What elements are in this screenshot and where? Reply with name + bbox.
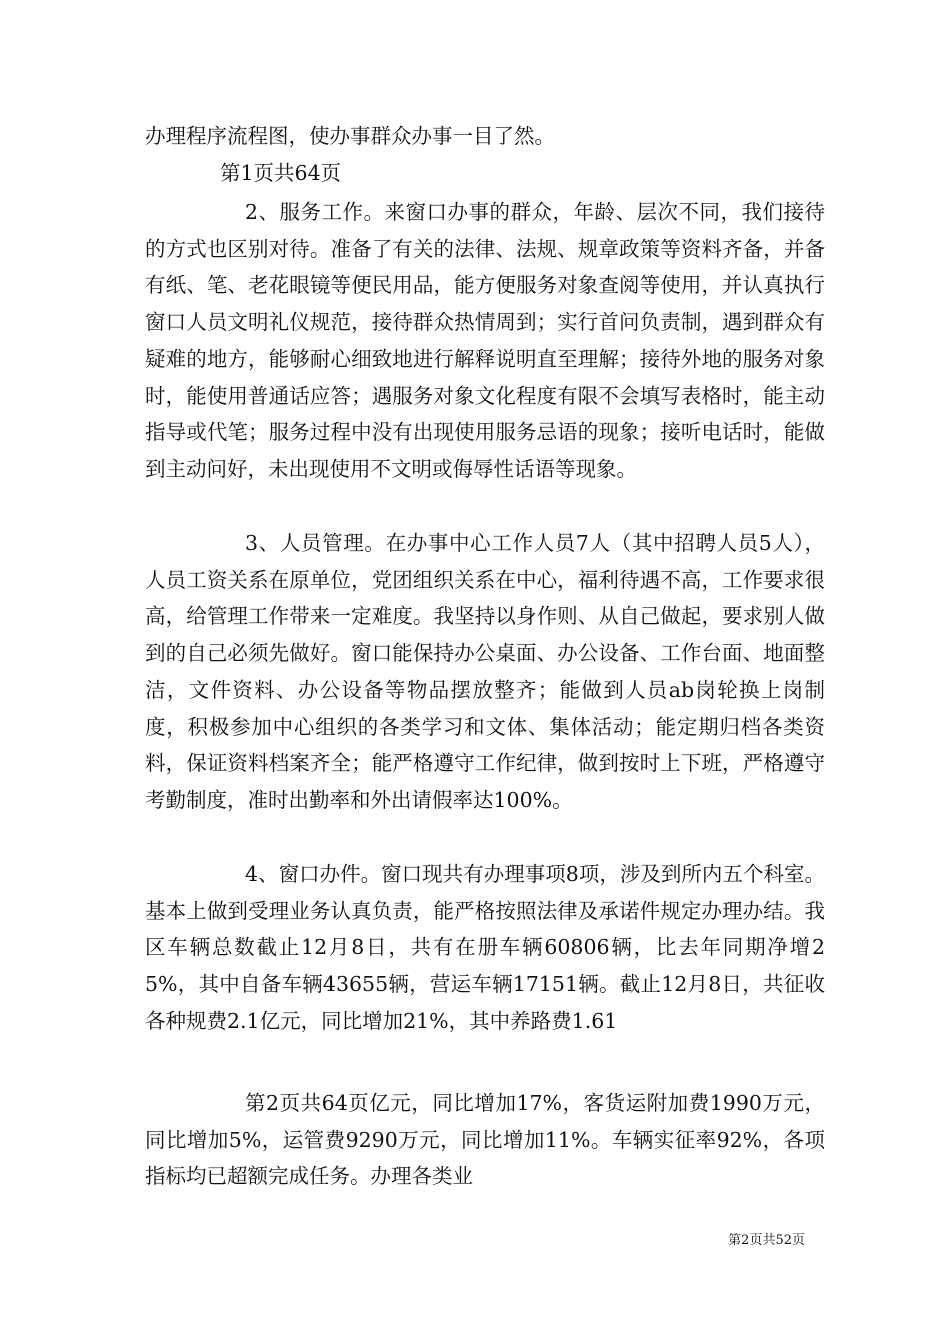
page-footer: 第2页共52页	[728, 1233, 805, 1248]
paragraph-service-work	[145, 194, 825, 488]
paragraph-text: 第2页共64页亿元，同比增加17%，客货运附加费1990万元，同比增加5%，运管费9290万元，同比增加11%。车辆实征率92%，各项指标均已超额完成任务。办理各类业	[145, 1091, 825, 1189]
paragraph-text: 4、窗口办件。窗口现共有办理事项8项，涉及到所内五个科室。基本上做到受理业务认真负责，能严格按照法律及承诺件规定办理办结。我区车辆总数截止12月8日，共有在册车辆60806辆，比去年同期净增25%，其中自备车辆43655辆，营运车辆17151辆。截止12月8日，共征收各种规费2.1亿元，同比增加21%，其中养路费1.61	[145, 862, 825, 1033]
paragraph-continuation-page2	[145, 1085, 825, 1195]
paragraph-window-work	[145, 856, 825, 1040]
paragraph-text: 3、人员管理。在办事中心工作人员7人（其中招聘人员5人），人员工资关系在原单位，党团组织关系在中心，福利待遇不高，工作要求很高，给管理工作带来一定难度。我坚持以身作则、从自己做起，要求别人做到的自己必须先做好。窗口能保持办公桌面、办公设备、工作台面、地面整洁，文件资料、办公设备等物品摆放整齐；能做到人员ab岗轮换上岗制度，积极参加中心组织的各类学习和文体、集体活动；能定期归档各类资料，保证资料档案齐全；能严格遵守工作纪律，做到按时上下班，严格遵守考勤制度，准时出勤率和外出请假率达100%。	[145, 531, 825, 812]
paragraph-text: 办理程序流程图，使办事群众办事一目了然。	[145, 124, 555, 148]
paragraph-text: 2、服务工作。来窗口办事的群众，年龄、层次不同，我们接待的方式也区别对待。准备了有关的法律、法规、规章政策等资料齐备，并备有纸、笔、老花眼镜等便民用品，能方便服务对象查阅等使用，并认真执行窗口人员文明礼仪规范，接待群众热情周到；实行首问负责制，遇到群众有疑难的地方，能够耐心细致地进行解释说明直至理解；接待外地的服务对象时，能使用普通话应答；遇服务对象文化程度有限不会填写表格时，能主动指导或代笔；服务过程中没有出现使用服务忌语的现象；接听电话时，能做到主动问好，未出现使用不文明或侮辱性话语等现象。	[145, 200, 825, 481]
paragraph-continuation	[145, 118, 825, 155]
paragraph-staff-management	[145, 525, 825, 819]
page-marker	[145, 155, 825, 192]
page-marker-text: 第1页共64页	[220, 161, 342, 185]
